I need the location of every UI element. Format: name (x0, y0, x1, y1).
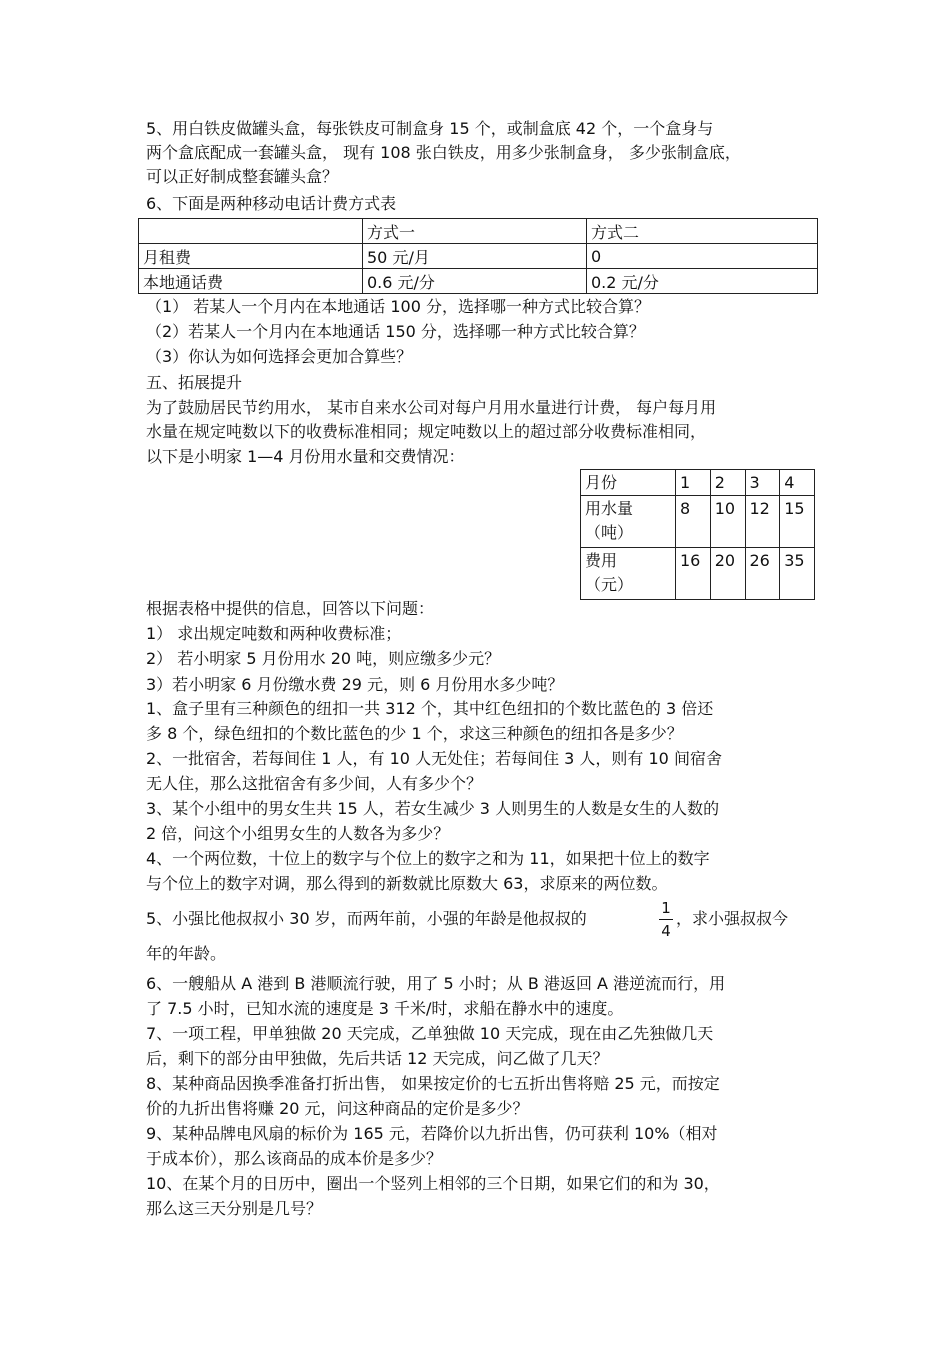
table-row (581, 548, 815, 600)
phone-fee-table (138, 218, 818, 294)
exercise-2-line-2: 无人住，那么这批宿舍有多少间，人有多少个？ (146, 774, 483, 793)
water-usage-table (580, 469, 815, 600)
exercise-9-line-1: 9、某种品牌电风扇的标价为 165 元，若降价以九折出售，仍可获利 10%（相对 (146, 1124, 718, 1143)
sub-question-1: 1） 求出规定吨数和两种收费标准； (146, 624, 402, 643)
problem-5-line-1: 5、用白铁皮做罐头盒，每张铁皮可制盒身 15 个，或制盒底 42 个，一个盒身与 (146, 119, 714, 138)
sub-question-2: 2） 若小明家 5 月份用水 20 吨，则应缴多少元？ (146, 649, 501, 668)
exercise-3-line-2: 2 倍，问这个小组男女生的人数各为多少？ (146, 824, 450, 843)
table-cell: 4 (780, 470, 815, 496)
exercise-4-line-1: 4、一个两位数，十位上的数字与个位上的数字之和为 11，如果把十位上的数字 (146, 849, 710, 868)
table-cell: 16 (676, 548, 711, 600)
water-intro-line-3: 以下是小明家 1—4 月份用水量和交费情况： (146, 447, 465, 466)
table-cell: 3 (745, 470, 780, 496)
water-intro-line-2: 水量在规定吨数以下的收费标准相同；规定吨数以上的超过部分收费标准相同， (146, 422, 707, 441)
fraction-bar (659, 919, 673, 920)
table-cell (139, 219, 363, 244)
problem-5-line-2: 两个盒底配成一套罐头盒， 现有 108 张白铁皮，用多少张制盒身， 多少张制盒底， (146, 143, 741, 162)
exercise-8-line-1: 8、某种商品因换季准备打折出售， 如果按定价的七五折出售将赔 25 元，而按定 (146, 1074, 720, 1093)
exercise-10-line-1: 10、在某个月的日历中，圈出一个竖列上相邻的三个日期，如果它们的和为 30， (146, 1174, 720, 1193)
exercise-4-line-2: 与个位上的数字对调，那么得到的新数就比原数大 63，求原来的两位数。 (146, 874, 668, 893)
table-cell: 本地通话费 (139, 269, 363, 294)
table-cell: 月份 (581, 470, 676, 496)
table-cell: 1 (676, 470, 711, 496)
exercise-6-line-1: 6、一艘船从 A 港到 B 港顺流行驶，用了 5 小时；从 B 港返回 A 港逆流而行，用 (146, 974, 726, 993)
table-header-row (139, 219, 818, 244)
exercise-10-line-2: 那么这三天分别是几号？ (146, 1199, 323, 1218)
table-cell: 0.6 元/分 (363, 269, 587, 294)
exercise-7-line-1: 7、一项工程，甲单独做 20 天完成，乙单独做 10 天完成，现在由乙先独做几天 (146, 1024, 714, 1043)
exercise-1-line-2: 多 8 个，绿色纽扣的个数比蓝色的少 1 个，求这三种颜色的纽扣各是多少？ (146, 724, 683, 743)
sub-question-3: 3）若小明家 6 月份缴水费 29 元，则 6 月份用水多少吨？ (146, 675, 564, 694)
water-intro-line-1: 为了鼓励居民节约用水， 某市自来水公司对每户月用水量进行计费， 每户每月用 (146, 398, 717, 417)
exercise-5-line-2: 年的年龄。 (146, 944, 227, 963)
table-row (581, 496, 815, 548)
table-cell: 费用 （元） (581, 548, 676, 600)
problem-6-heading: 6、下面是两种移动电话计费方式表 (146, 194, 397, 213)
table-header-row (581, 470, 815, 496)
table-cell: 35 (780, 548, 815, 600)
question-1: （1） 若某人一个月内在本地通话 100 分，选择哪一种方式比较合算？ (146, 297, 650, 316)
table-cell: 20 (710, 548, 745, 600)
exercise-8-line-2: 价的九折出售将赚 20 元，问这种商品的定价是多少？ (146, 1099, 529, 1118)
table-cell: 26 (745, 548, 780, 600)
table-cell: 月租费 (139, 244, 363, 269)
table-cell: 50 元/月 (363, 244, 587, 269)
fraction-denominator: 4 (661, 922, 671, 940)
fraction-one-quarter (659, 899, 673, 940)
question-intro: 根据表格中提供的信息，回答以下问题： (146, 599, 435, 618)
table-cell: 8 (676, 496, 711, 548)
section-heading: 五、拓展提升 (146, 373, 243, 392)
table-cell: 10 (710, 496, 745, 548)
table-cell: 用水量 （吨） (581, 496, 676, 548)
exercise-9-line-2: 于成本价），那么该商品的成本价是多少？ (146, 1149, 443, 1168)
table-cell: 0 (587, 244, 818, 269)
table-row (139, 244, 818, 269)
exercise-5-line-1-tail: ，求小强叔叔今 (676, 909, 789, 928)
table-cell: 方式二 (587, 219, 818, 244)
fraction-numerator: 1 (661, 899, 671, 917)
problem-5-line-3: 可以正好制成整套罐头盒？ (146, 167, 339, 186)
exercise-7-line-2: 后，剩下的部分由甲独做，先后共话 12 天完成，问乙做了几天？ (146, 1049, 609, 1068)
table-row (139, 269, 818, 294)
exercise-5-line-1: 5、小强比他叔叔小 30 岁，而两年前，小强的年龄是他叔叔的 (146, 909, 587, 928)
table-cell: 方式一 (363, 219, 587, 244)
table-cell: 15 (780, 496, 815, 548)
question-3: （3）你认为如何选择会更加合算些？ (146, 347, 413, 366)
question-2: （2）若某人一个月内在本地通话 150 分，选择哪一种方式比较合算？ (146, 322, 645, 341)
exercise-6-line-2: 了 7.5 小时，已知水流的速度是 3 千米/时，求船在静水中的速度。 (146, 999, 624, 1018)
exercise-2-line-1: 2、一批宿舍，若每间住 1 人，有 10 人无处住；若每间住 3 人，则有 10 间宿舍 (146, 749, 722, 768)
exercise-3-line-1: 3、某个小组中的男女生共 15 人，若女生减少 3 人则男生的人数是女生的人数的 (146, 799, 720, 818)
table-cell: 2 (710, 470, 745, 496)
table-cell: 0.2 元/分 (587, 269, 818, 294)
table-cell: 12 (745, 496, 780, 548)
exercise-1-line-1: 1、盒子里有三种颜色的纽扣一共 312 个，其中红色纽扣的个数比蓝色的 3 倍还 (146, 699, 714, 718)
